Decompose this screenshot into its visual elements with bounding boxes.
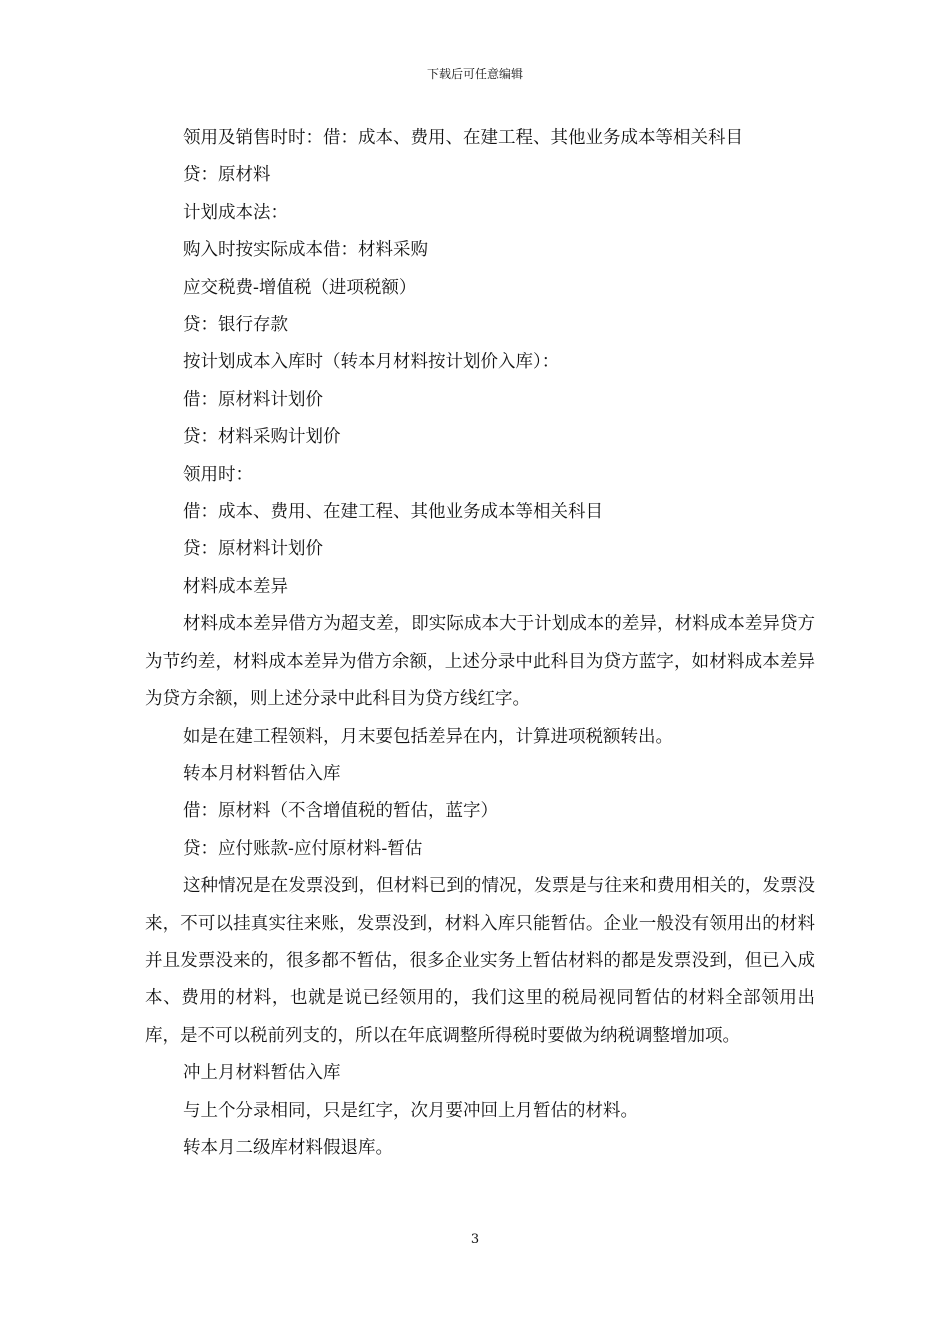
- paragraph: 贷：银行存款: [183, 315, 288, 336]
- page-number: 3: [470, 1232, 480, 1247]
- paragraph: 购入时按实际成本借：材料采购: [183, 240, 428, 261]
- paragraph: 按计划成本入库时（转本月材料按计划价入库）：: [183, 352, 560, 373]
- paragraph: 材料成本差异借方为超支差，即实际成本大于计划成本的差异，材料成本差异贷方为节约差，材料成本差异为借方余额，上述分录中此科目为贷方蓝字，如材料成本差异为贷方余额，则上述分录中此科目为贷方线红字。: [145, 614, 815, 710]
- paragraph: 贷：材料采购计划价: [183, 427, 341, 448]
- paragraph: 应交税费-增值税（进项税额）: [183, 277, 417, 298]
- paragraph: 借：原材料（不含增值税的暂估，蓝字）: [183, 801, 498, 822]
- paragraph: 转本月材料暂估入库: [183, 763, 341, 784]
- paragraph: 领用及销售时时：借：成本、费用、在建工程、其他业务成本等相关科目: [183, 128, 743, 148]
- paragraph: 冲上月材料暂估入库: [183, 1063, 341, 1084]
- paragraph: 贷：应付账款-应付原材料-暂估: [183, 838, 423, 859]
- paragraph: 转本月二级库材料假退库。: [183, 1137, 393, 1158]
- paragraph: 材料成本差异: [183, 576, 288, 597]
- paragraph: 借：原材料计划价: [183, 389, 323, 410]
- document-body: [145, 120, 815, 1167]
- paragraph: 计划成本法：: [183, 202, 288, 223]
- paragraph: 贷：原材料计划价: [183, 539, 323, 560]
- paragraph: 这种情况是在发票没到，但材料已到的情况，发票是与往来和费用相关的，发票没来，不可以挂真实往来账，发票没到，材料入库只能暂估。企业一般没有领用出的材料并且发票没来的，很多都不暂估，很多企业实务上暂估材料的都是发票没到，但已入成本、费用的材料，也就是说已经领用的，我们这里的税局视同暂估的材料全部领用出库，是不可以税前列支的，所以在年底调整所得税时要做为纳税调整增加项。: [145, 876, 815, 1046]
- paragraph: 领用时：: [183, 464, 253, 485]
- paragraph: 如是在建工程领料，月末要包括差异在内，计算进项税额转出。: [183, 726, 673, 747]
- page-header: 下载后可任意编辑: [426, 67, 523, 81]
- paragraph: 借：成本、费用、在建工程、其他业务成本等相关科目: [183, 502, 603, 523]
- paragraph: 与上个分录相同，只是红字，次月要冲回上月暂估的材料。: [183, 1100, 638, 1121]
- paragraph: 贷：原材料: [183, 165, 271, 186]
